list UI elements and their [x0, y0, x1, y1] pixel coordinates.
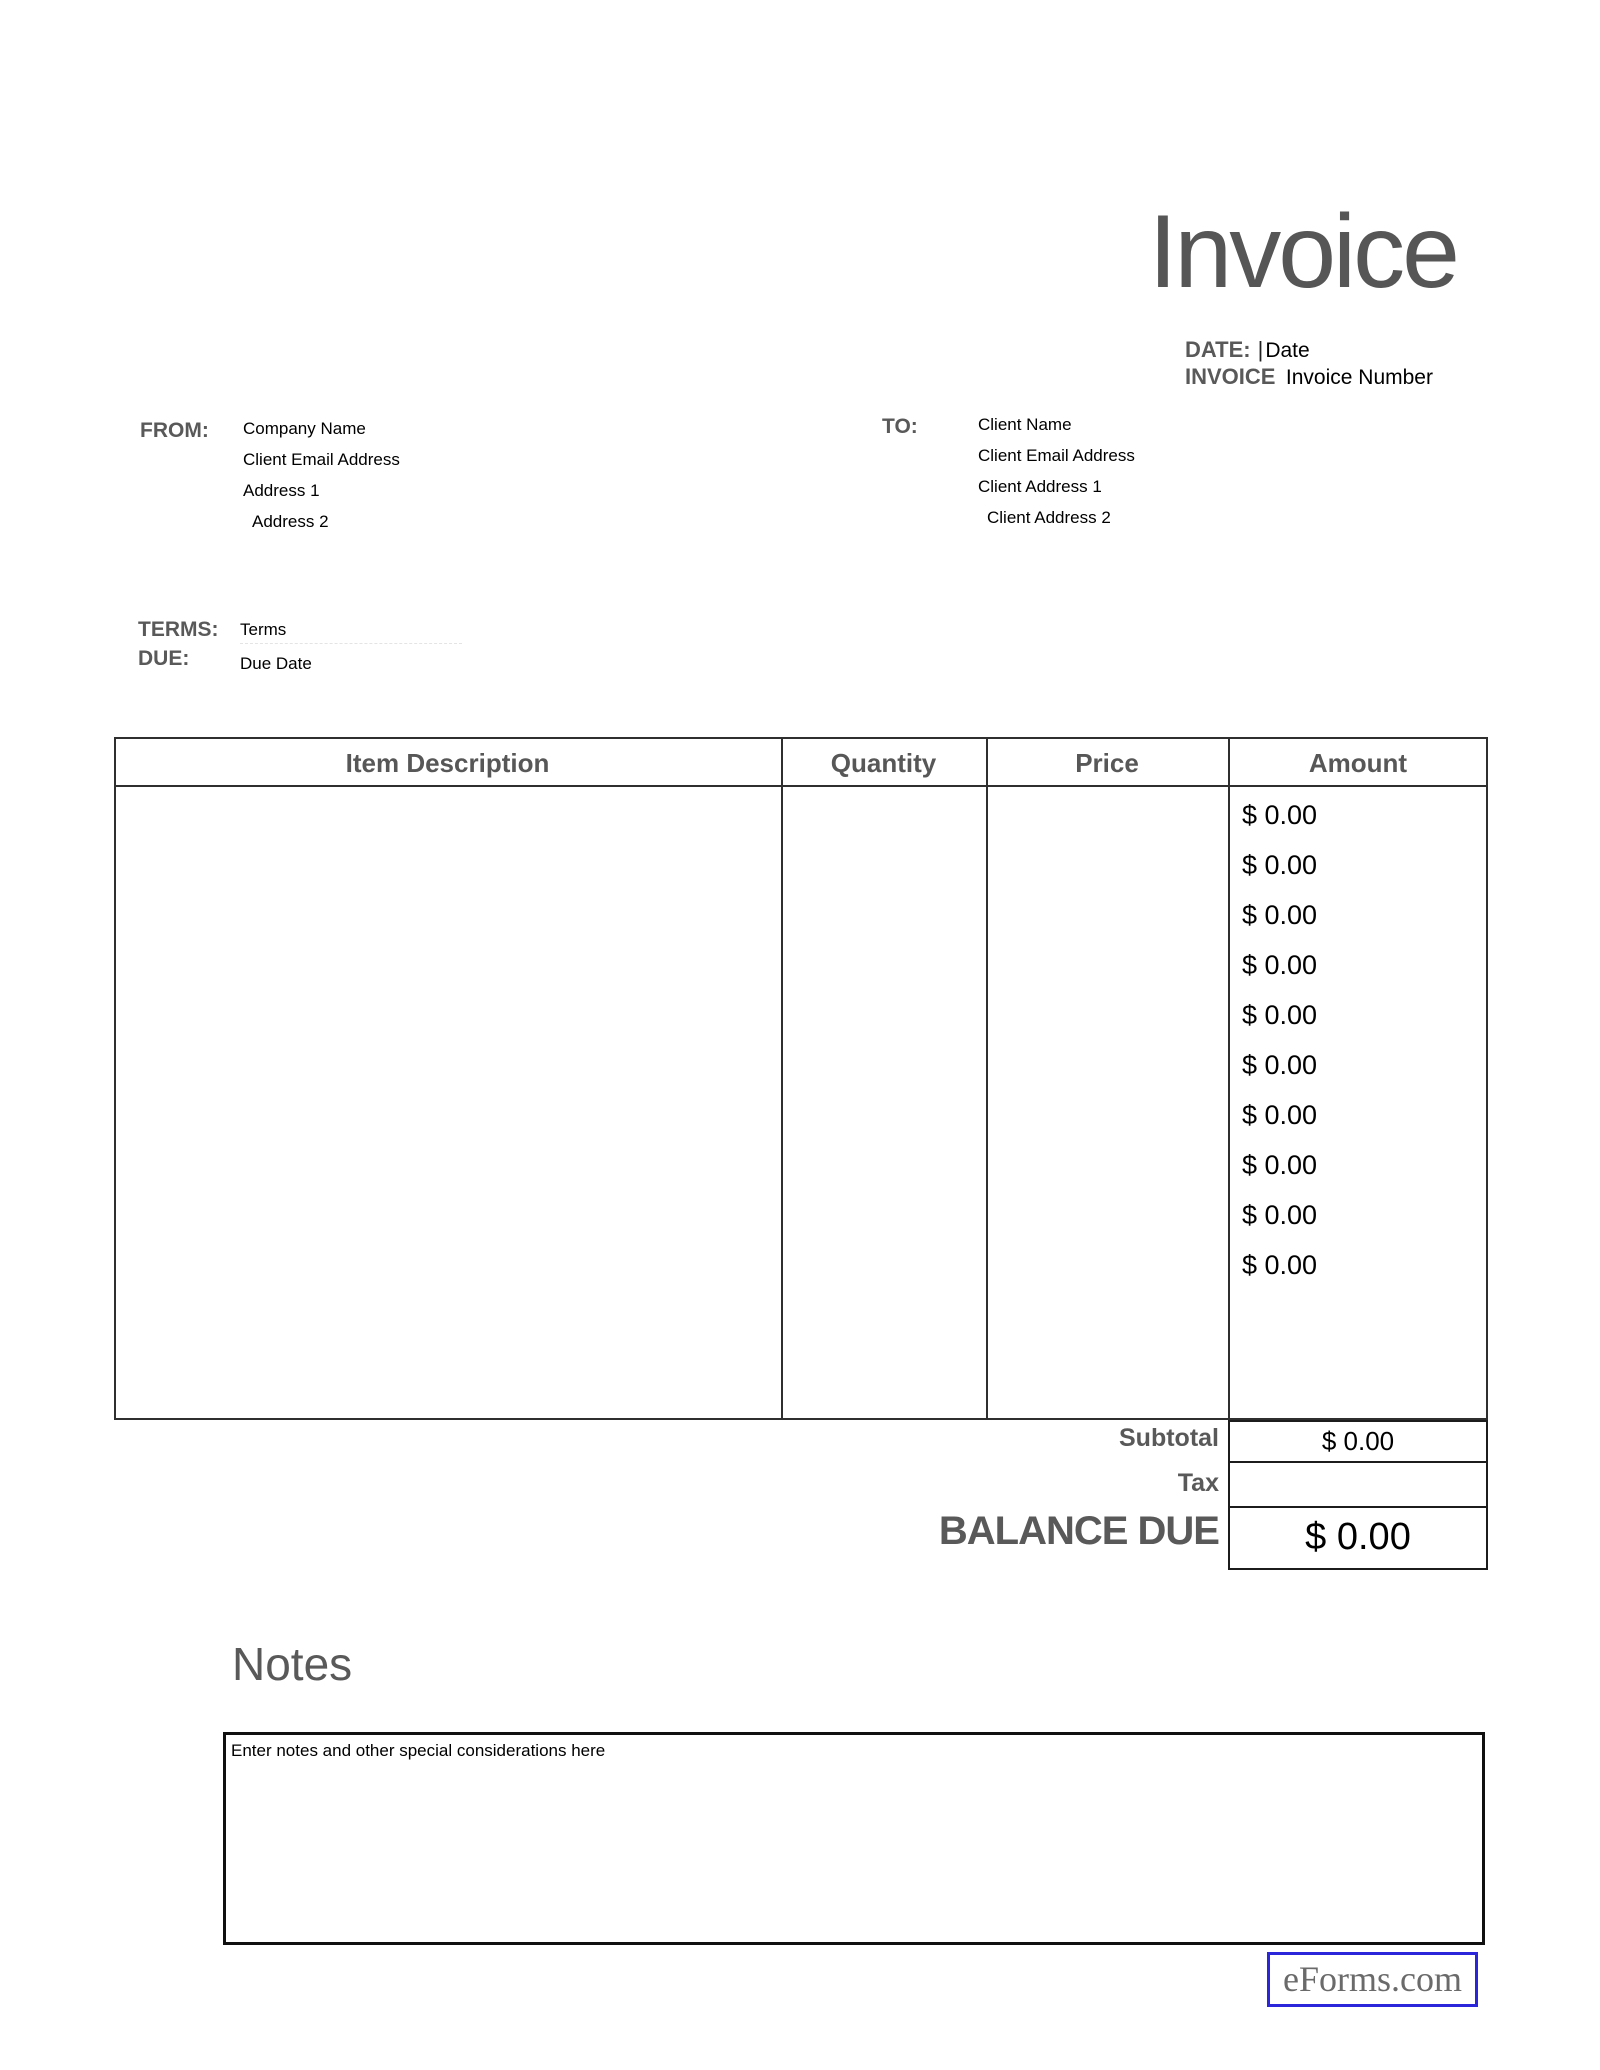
to-field[interactable]: Client Name [978, 415, 1072, 434]
amount-values-column [1242, 790, 1482, 1290]
quantity-input-area[interactable] [783, 787, 984, 1418]
subtotal-label: Subtotal [1119, 1424, 1219, 1452]
tax-box[interactable] [1228, 1461, 1488, 1508]
to-label: TO: [882, 415, 918, 438]
to-field[interactable]: Client Address 1 [978, 477, 1102, 496]
item-description-input-area[interactable] [116, 787, 779, 1418]
eforms-brand-text: eForms.com [1283, 1959, 1462, 1999]
notes-placeholder: Enter notes and other special considerations here [231, 1741, 606, 1760]
due-label: DUE: [138, 647, 190, 670]
terms-label: TERMS: [138, 618, 219, 641]
to-field[interactable]: Client Address 2 [987, 508, 1111, 527]
amount-cell-value: $ 0.00 [1242, 1050, 1318, 1080]
balance-due-box [1228, 1506, 1488, 1570]
invoice-number-field[interactable]: Invoice Number [1285, 366, 1433, 389]
subtotal-box [1228, 1420, 1488, 1463]
date-label: DATE: [1185, 337, 1251, 362]
amount-cell-value: $ 0.00 [1242, 1000, 1318, 1030]
to-lines [978, 416, 1135, 540]
invoice-label: INVOICE [1185, 364, 1276, 389]
date-cursor-separator: | [1257, 337, 1264, 362]
column-header-amount: Amount [1308, 748, 1408, 778]
from-lines [243, 420, 400, 544]
from-field[interactable]: Client Email Address [243, 450, 400, 469]
page-title: Invoice [1148, 194, 1457, 310]
from-field[interactable]: Address 2 [252, 512, 329, 531]
balance-due-label: BALANCE DUE [938, 1509, 1219, 1553]
price-input-area[interactable] [988, 787, 1226, 1418]
amount-cell-value: $ 0.00 [1242, 1150, 1318, 1180]
to-field[interactable]: Client Email Address [978, 446, 1135, 465]
from-field[interactable]: Company Name [243, 419, 366, 438]
column-header-item-description: Item Description [345, 748, 550, 778]
amount-cell-value: $ 0.00 [1242, 800, 1318, 830]
from-label: FROM: [140, 419, 209, 442]
notes-textarea[interactable] [223, 1732, 1485, 1945]
amount-cell-value: $ 0.00 [1242, 1200, 1318, 1230]
notes-heading: Notes [232, 1638, 353, 1690]
table-column-divider [1228, 737, 1230, 1420]
amount-cell-value: $ 0.00 [1242, 950, 1318, 980]
from-field[interactable]: Address 1 [243, 481, 320, 500]
due-date-field[interactable]: Due Date [240, 654, 312, 673]
amount-cell-value: $ 0.00 [1242, 1100, 1318, 1130]
eforms-brand-link[interactable] [1267, 1952, 1478, 2007]
amount-cell-value: $ 0.00 [1242, 900, 1318, 930]
balance-due-value: $ 0.00 [1305, 1516, 1411, 1558]
column-header-price: Price [1075, 748, 1139, 778]
terms-field[interactable]: Terms [240, 620, 287, 639]
tax-label: Tax [1177, 1469, 1219, 1497]
column-header-quantity: Quantity [830, 748, 937, 778]
terms-underline [240, 643, 462, 644]
invoice-number-row [1185, 364, 1433, 390]
date-field[interactable]: Date [1265, 339, 1310, 362]
amount-cell-value: $ 0.00 [1242, 850, 1318, 880]
date-row [1185, 337, 1310, 363]
subtotal-value: $ 0.00 [1321, 1426, 1395, 1456]
amount-cell-value: $ 0.00 [1242, 1250, 1318, 1280]
